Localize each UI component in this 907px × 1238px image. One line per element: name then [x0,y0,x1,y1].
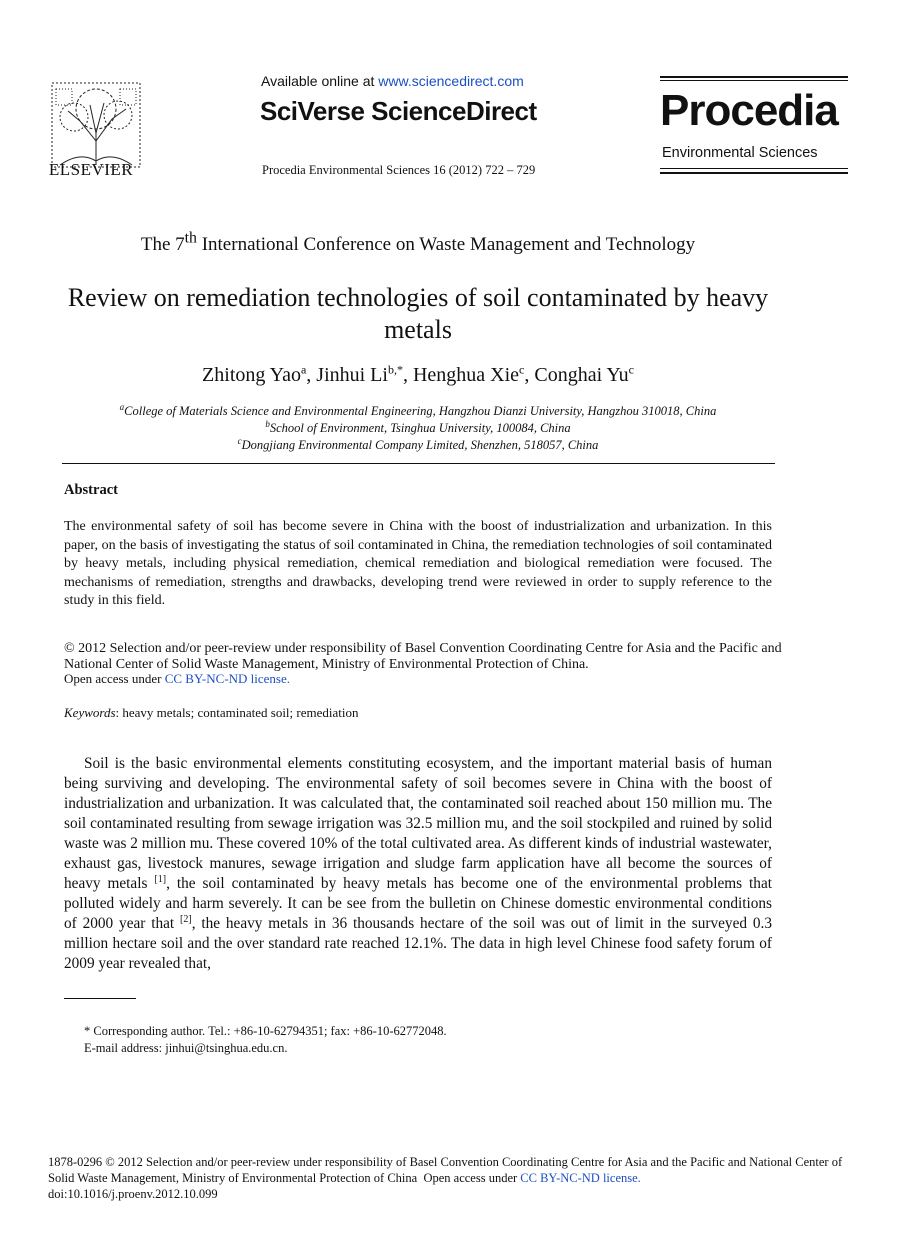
journal-subtitle: Environmental Sciences [662,145,818,161]
affiliation: $^b$School of Environment, Tsinghua University, 100084, China [265,418,571,435]
divider [660,172,848,174]
author-list [0,364,836,387]
copyright-notice: © 2012 Selection and/or peer-review under responsibility of Basel Convention Coordinating Centre for Asia and the Pacific and National Center of Solid Waste Management, Ministry of Environmental Protection of China. [64,641,782,672]
journal-brand: Procedia [660,86,838,135]
citation[interactable]: [1] [154,873,167,885]
body-paragraph: Soil is the basic environmental elements constituting ecosystem, and the important material basis of human being surviving and developing. The environmental safety of soil becomes severe in China with the boost of industrialization and urbanization. It was calculated that, the contaminated soil reached about 150 million mu. The soil contaminated resulting from sewage irrigation was 32.5 million mu, and the soil stockpiled and ruined by solid waste was 2 million mu. These covered 10% of the total cultivated area. As different kinds of industrial wastewater, exhaust gas, livestock manures, sewage irrigation and sludge farm application have all become the sources of heavy metals [1], the soil contaminated by heavy metals has become one of the environmental problems that polluted widely and harm severely. It can be see from the bulletin on Chinese domestic environmental conditions of 2000 year that [2], the heavy metals in 36 thousands hectare of the soil was out of limit in the surveyed 0.3 million hectare soil and the over standard rate reached 12.1%. The data in high level Chinese food safety forum of 2009 year revealed that, [64,755,773,972]
keywords-text: : heavy metals; contaminated soil; remediation [115,705,359,720]
availability-line [261,73,524,89]
divider [660,168,848,169]
author: Jinhui $Li^{b,*}$, [316,362,413,386]
email-note: E-mail address: jinhui@tsinghua.edu.cn. [84,1041,288,1055]
journal-reference: Procedia Environmental Sciences 16 (2012) 722 – 729 [262,163,536,177]
available-prefix: Available online at [261,73,379,89]
author: Conghai Yu$^c$ [534,362,634,386]
author: Henghua Xie$^c$, [412,362,535,386]
doi[interactable]: doi:10.1016/j.proenv.2012.10.099 [48,1187,218,1201]
author: Zhitong Yao$^a$, [202,362,317,386]
footer-license-link[interactable]: CC BY-NC-ND license. [520,1171,641,1185]
abstract-heading: Abstract [64,482,118,498]
abstract-text: The environmental safety of soil has become severe in China with the boost of industrialization and urbanization. In this paper, on the basis of investigating the status of soil contaminated in China, the remediation technologies of soil contaminated by heavy metals, including physical remediation, chemical remediation and biological remediation were focused. The mechanisms of remediation, strengths and drawbacks, developing trend were reviewed in order to supply reference to the study in this field. [64,519,772,609]
page-footer [48,1154,848,1202]
conference-name: The 7th International Conference on Waste Management and Technology [140,229,696,255]
footer-open-access: Open access under [423,1171,521,1185]
affiliation: $^a$College of Materials Science and Environmental Engineering, Hangzhou Dianzi University, Hangzhou 310018, China [119,401,717,418]
sciencedirect-link[interactable]: www.sciencedirect.com [378,73,524,89]
corresponding-author-note: * Corresponding author. Tel.: +86-10-62794351; fax: +86-10-62772048. [84,1024,447,1038]
publisher-name: ELSEVIER [48,160,134,179]
license-link[interactable]: CC BY-NC-ND license. [164,671,291,686]
footer-copyright: 1878-0296 © 2012 Selection and/or peer-review under responsibility of Basel Convention Coordinating Centre for Asia and the Pacific and National Center of Solid Waste Management, Ministry of Environmental Protection of China [48,1155,843,1185]
keywords-label: Keywords [64,705,116,720]
keywords [64,705,359,721]
citation[interactable]: [2] [180,913,192,925]
affiliation: $^c$Dongjiang Environmental Company Limited, Shenzhen, 518057, China [237,435,599,452]
section-divider [62,463,775,464]
platform-name: SciVerse ScienceDirect [260,96,537,126]
paper-title: Review on remediation technologies of soil contaminated by heavy metals [67,283,769,344]
divider [660,76,848,78]
open-access-line: Open access under CC BY-NC-ND license. [64,671,291,686]
footnote-divider [64,998,136,999]
divider [660,80,848,81]
